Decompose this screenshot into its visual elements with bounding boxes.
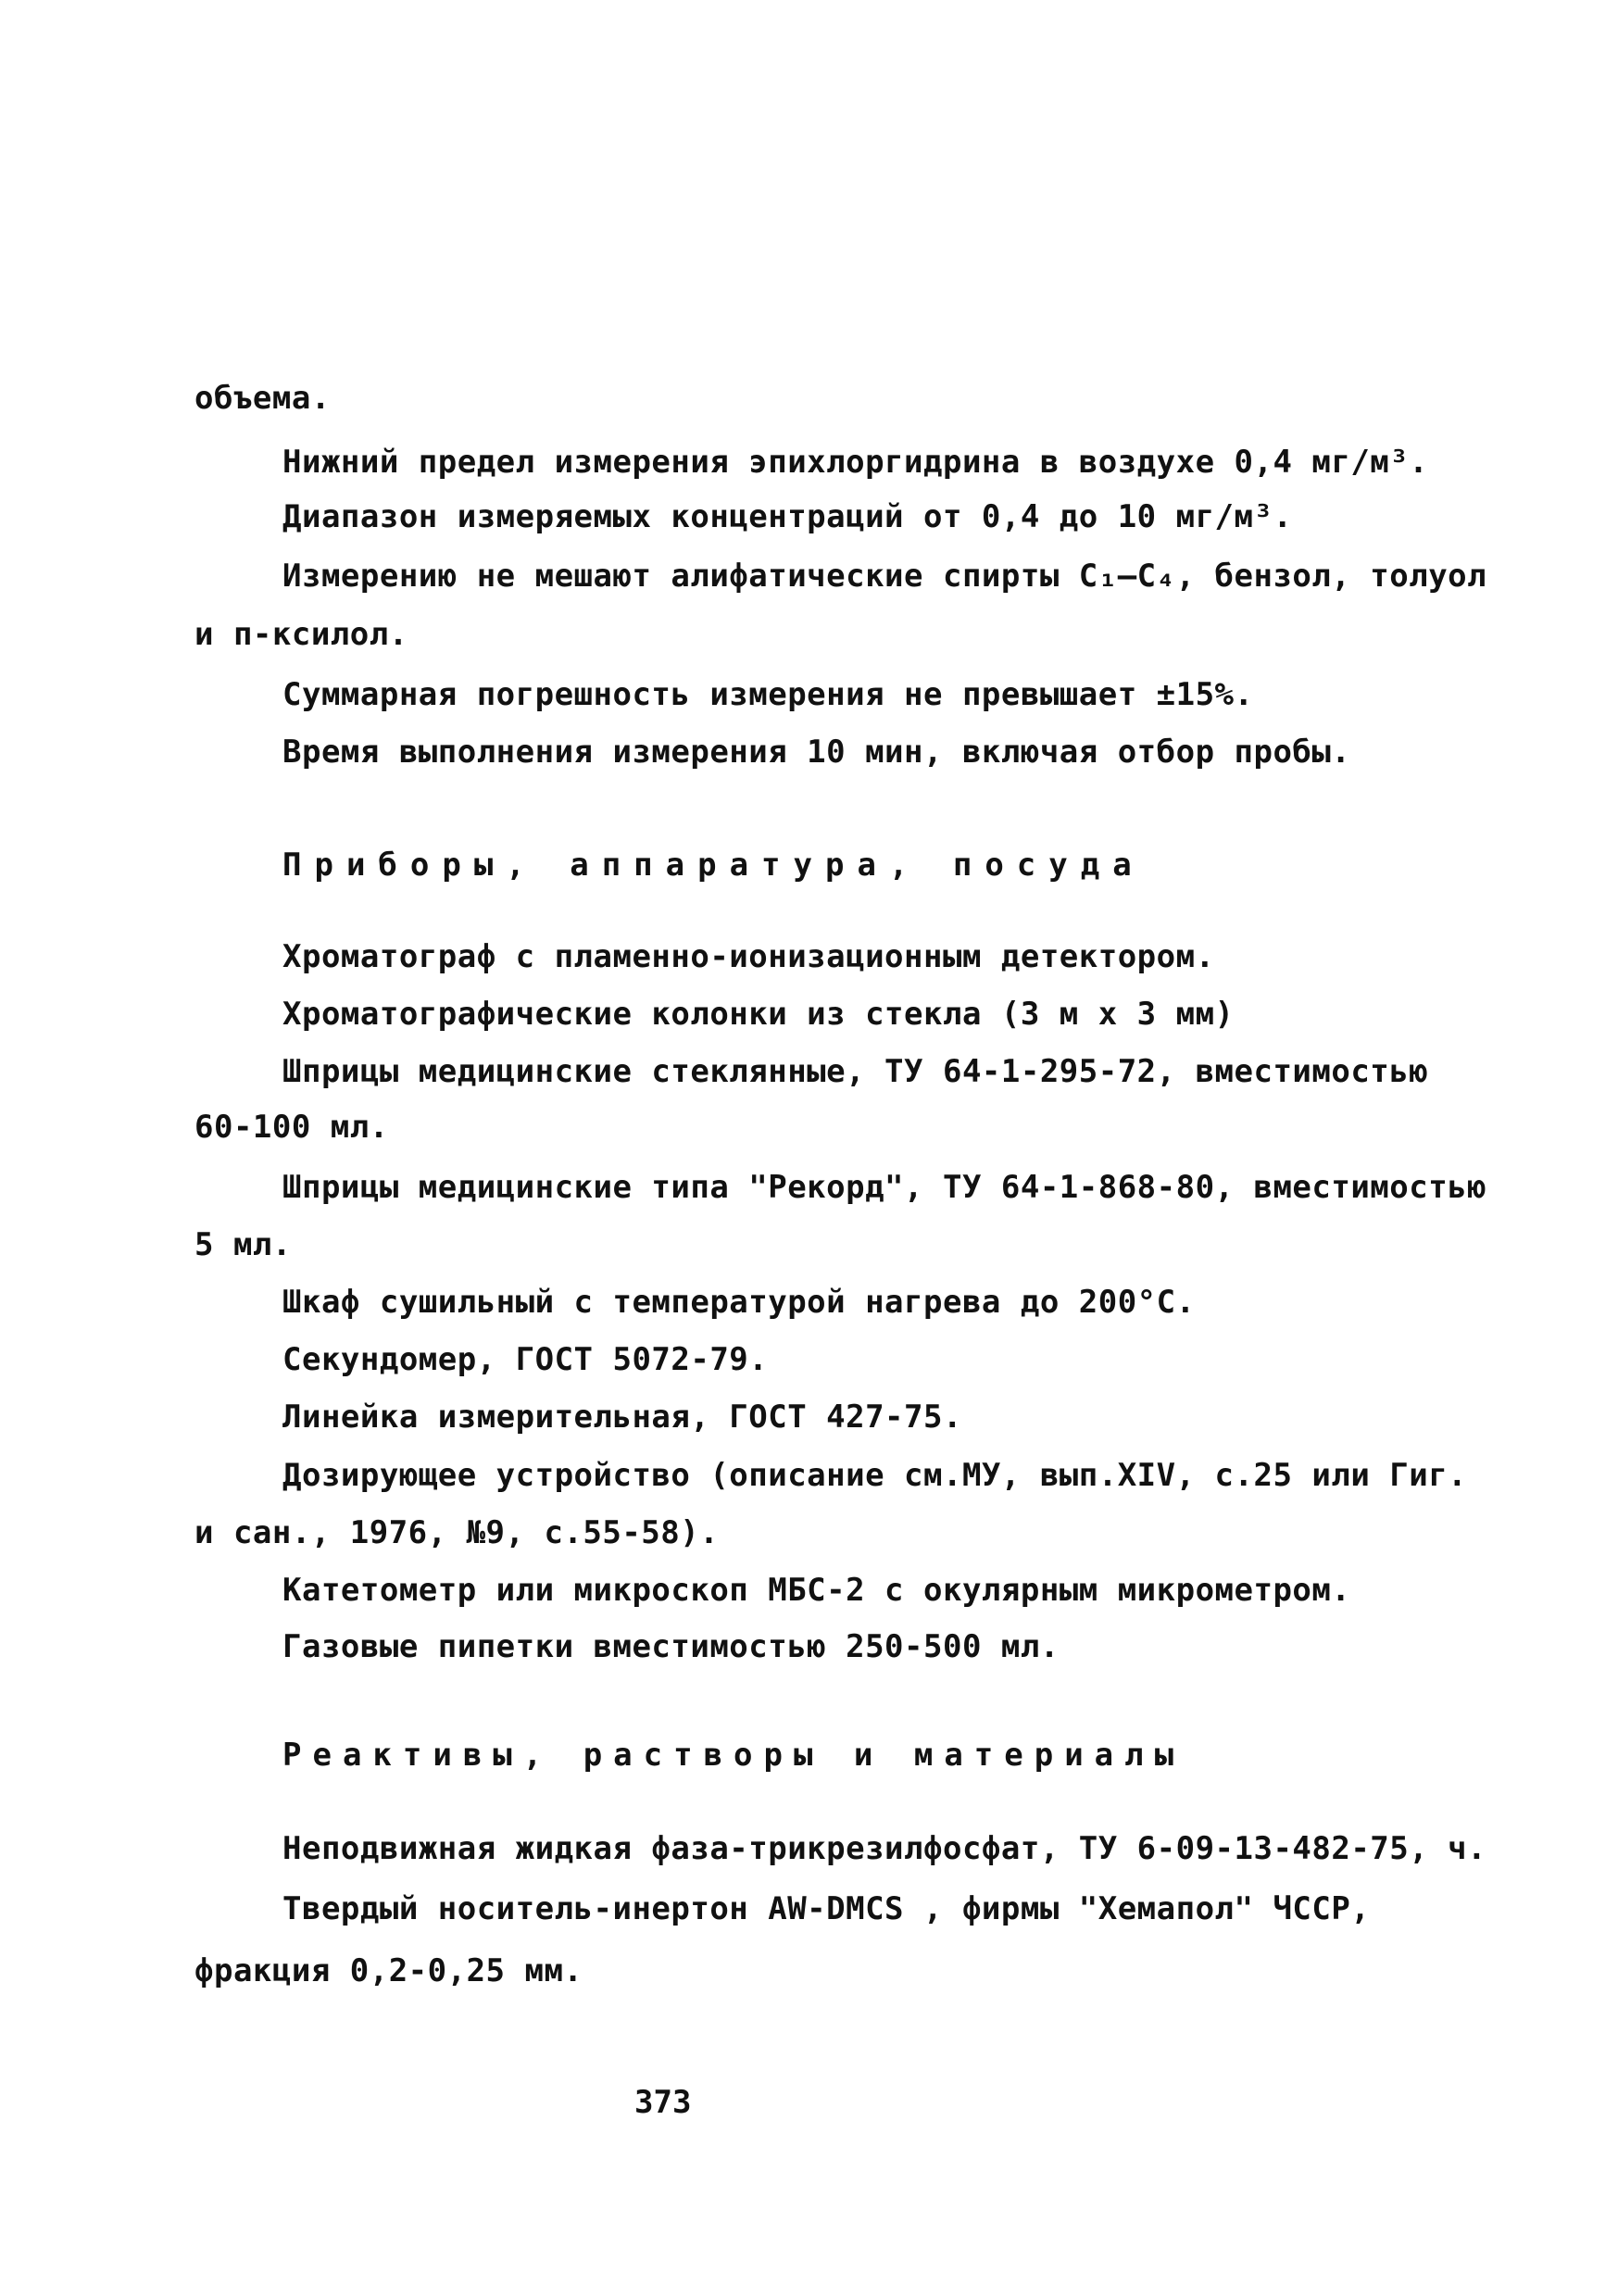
equipment-item: Дозирующее устройство (описание см.МУ, вып.XIV, с.25 или Гиг. [282,1457,1468,1494]
equipment-section-heading: Приборы, аппаратура, посуда [282,847,1145,884]
measurement-time-text: Время выполнения измерения 10 мин, включая отбор пробы. [282,734,1351,771]
interference-text-line-1: Измерению не мешают алифатические спирты C₁–C₄, бензол, толуол [282,558,1487,595]
equipment-item: Шприцы медицинские типа "Рекорд", ТУ 64-1-868-80, вместимостью [282,1169,1487,1206]
interference-text-line-2: и п-ксилол. [194,616,408,653]
reagents-item-continuation: фракция 0,2-0,25 мм. [194,1952,583,1989]
equipment-item: Катетометр или микроскоп МБС-2 с окулярным микрометром. [282,1572,1351,1609]
equipment-item-continuation: 5 мл. [194,1226,292,1263]
total-error-text: Суммарная погрешность измерения не превышает ±15%. [282,676,1254,713]
page-number: 373 [634,2084,692,2121]
measurement-range-text: Диапазон измеряемых концентраций от 0,4 до 10 мг/м³. [282,498,1293,535]
equipment-item: Шкаф сушильный с температурой нагрева до 200°C. [282,1284,1196,1321]
equipment-item-continuation: и сан., 1976, №9, с.55-58). [194,1514,720,1551]
equipment-item: Хроматограф с пламенно-ионизационным детектором. [282,938,1215,975]
equipment-item: Газовые пипетки вместимостью 250-500 мл. [282,1628,1060,1665]
detection-limit-text: Нижний предел измерения эпихлоргидрина в воздухе 0,4 мг/м³. [282,444,1429,481]
reagents-section-heading: Реактивы, растворы и материалы [282,1737,1185,1774]
intro-continuation: объема. [194,380,331,417]
equipment-item-continuation: 60-100 мл. [194,1109,389,1146]
reagents-item: Твердый носитель-инертон AW-DMCS , фирмы "Хемапол" ЧССР, [282,1890,1371,1927]
equipment-item: Линейка измерительная, ГОСТ 427-75. [282,1399,962,1436]
equipment-item: Секундомер, ГОСТ 5072-79. [282,1341,769,1378]
reagents-item: Неподвижная жидкая фаза-трикрезилфосфат, ТУ 6-09-13-482-75, ч. [282,1830,1487,1867]
equipment-item: Хроматографические колонки из стекла (3 м x 3 мм) [282,996,1235,1033]
equipment-item: Шприцы медицинские стеклянные, ТУ 64-1-295-72, вместимостью [282,1053,1429,1090]
